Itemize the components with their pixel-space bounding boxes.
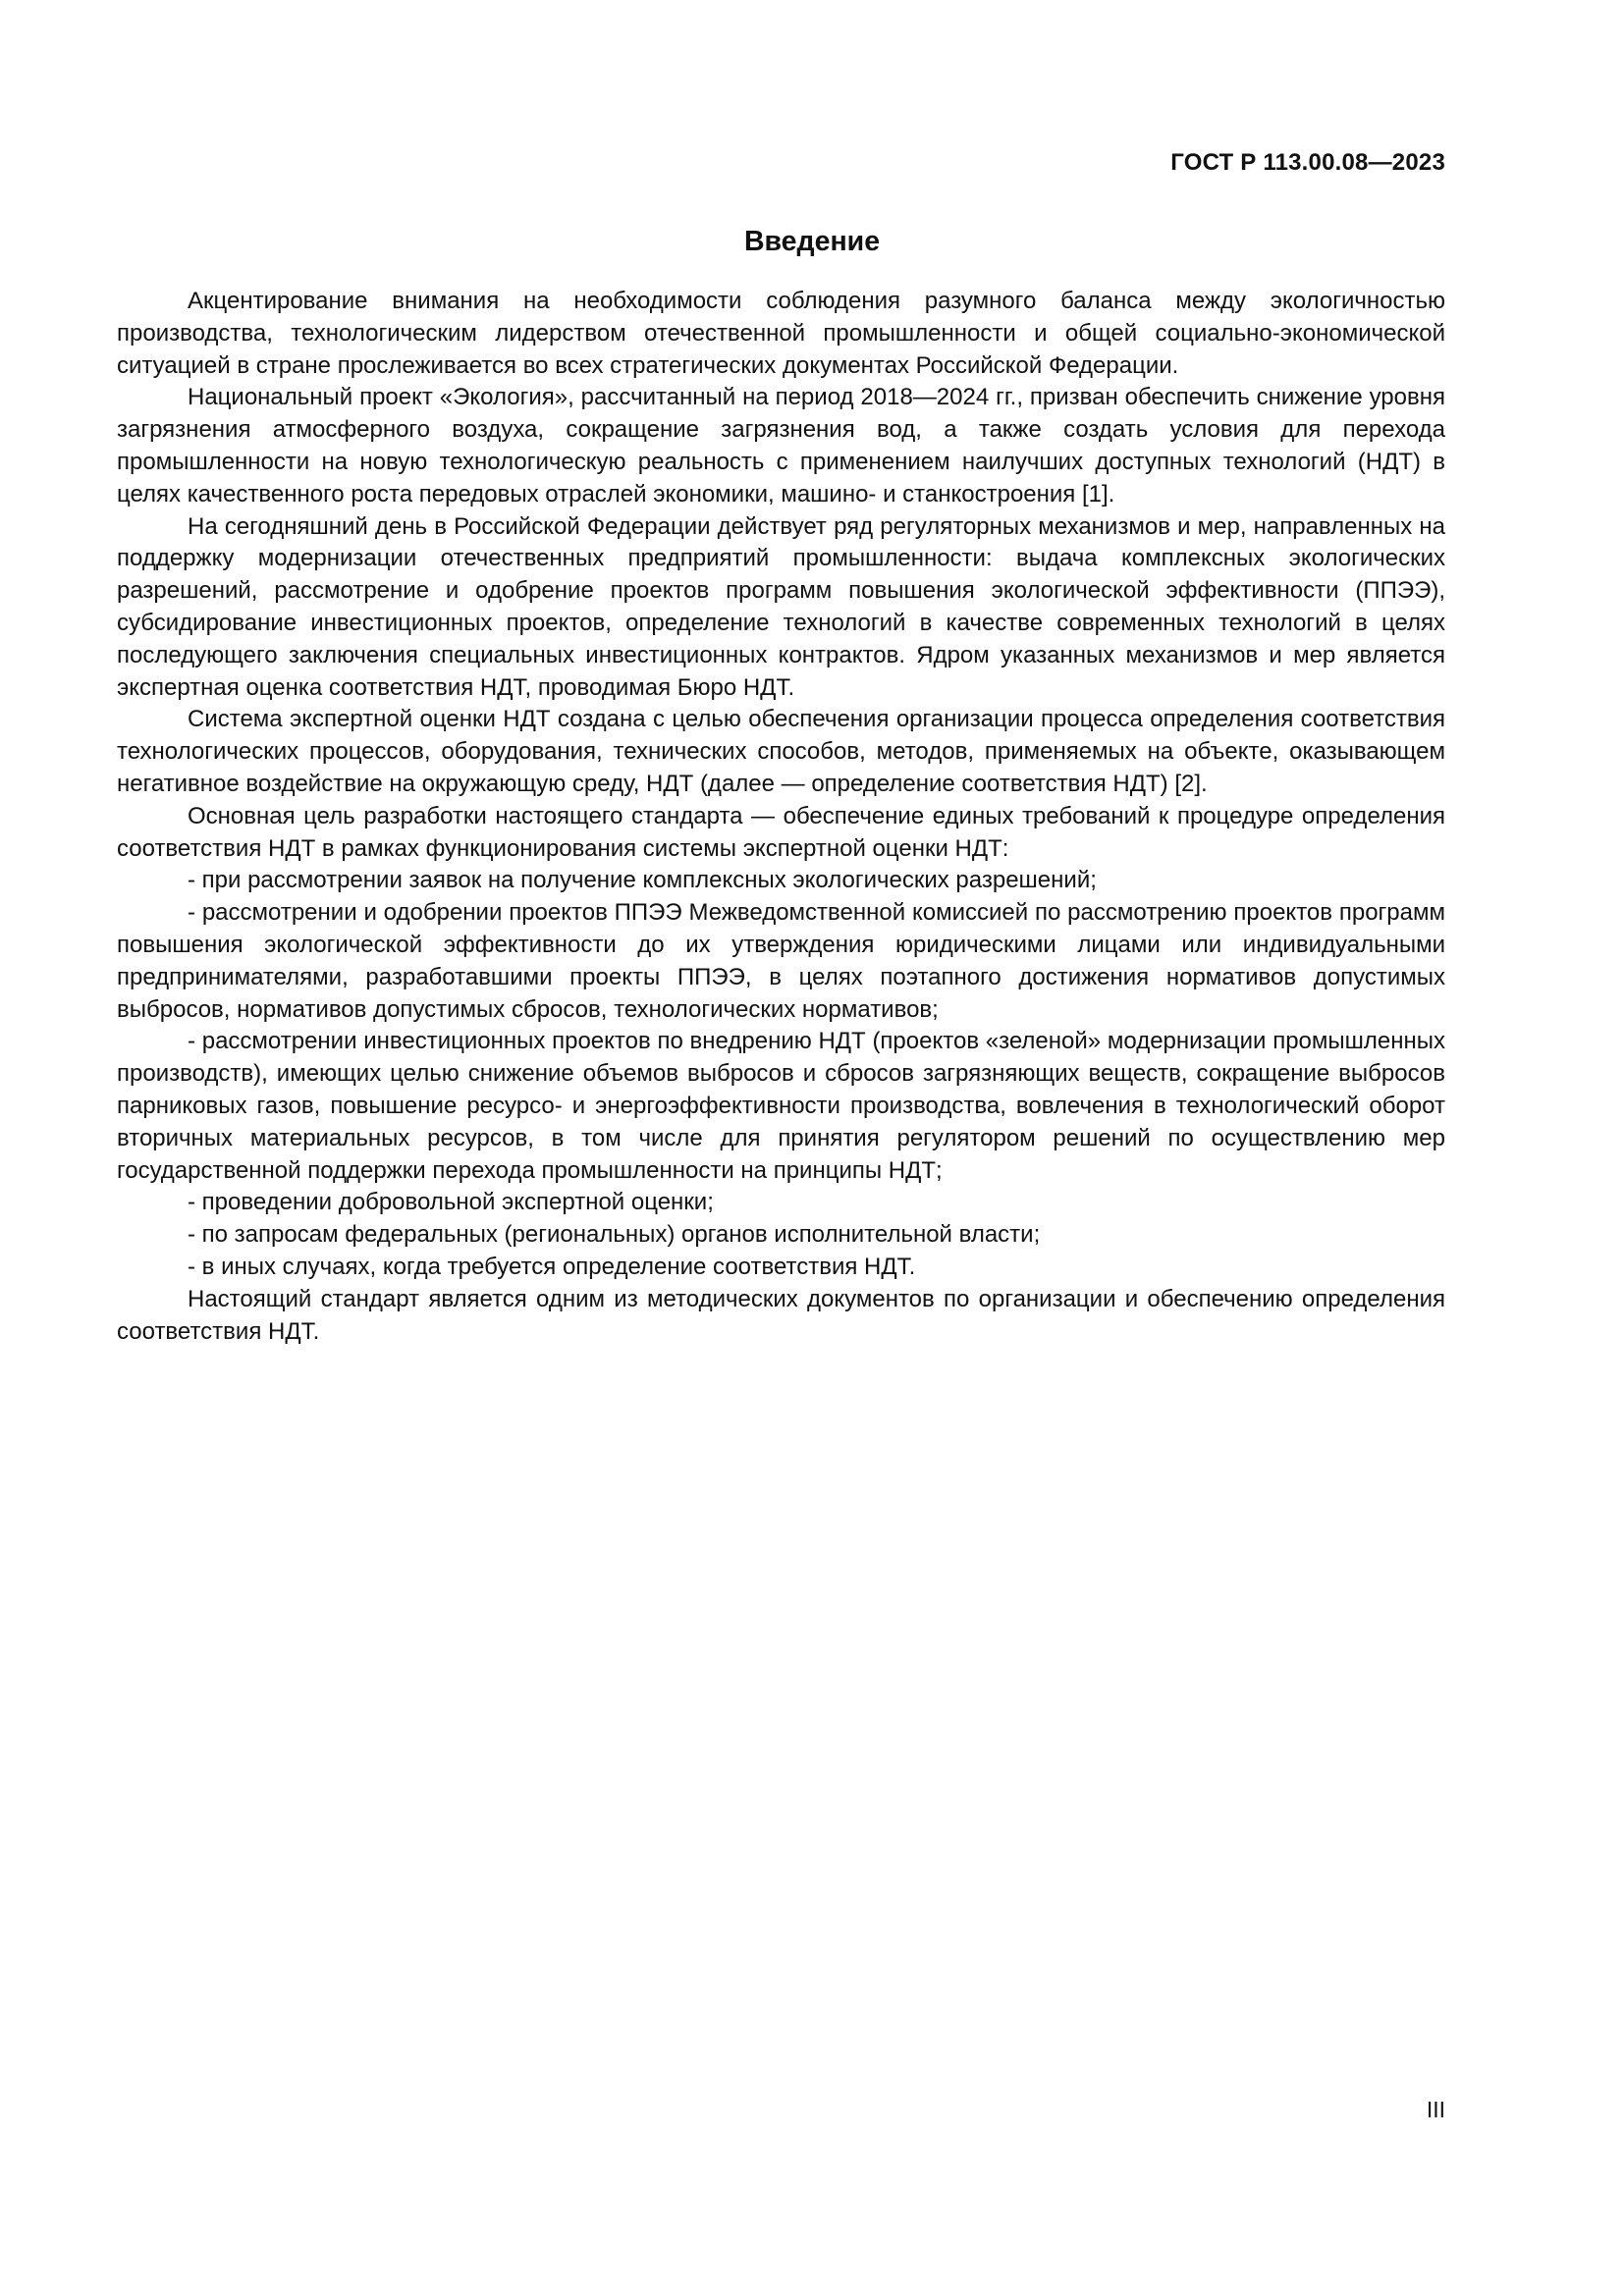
- list-item: - в иных случаях, когда требуется определение соответствия НДТ.: [188, 1253, 916, 1280]
- list-item: - рассмотрении и одобрении проектов ППЭЭ Межведомственной комиссией по рассмотрению проектов программ повышения экологической эффективности до их утверждения юридическими лицами или индивидуальными предпринимателями, разработавшими проекты ППЭЭ, в целях поэтапного достижения нормативов допустимых выбросов, нормативов допустимых сбросов, технологических нормативов;: [117, 899, 1445, 1023]
- paragraph: Национальный проект «Экология», рассчитанный на период 2018—2024 гг., призван обеспечить снижение уровня загрязнения атмосферного воздуха, сокращение загрязнения вод, а также создать условия для перехода промышленности на новую технологическую реальность с применением наилучших доступных технологий (НДТ) в целях качественного роста передовых отраслей экономики, машино- и станкостроения [1].: [117, 384, 1445, 507]
- paragraph: Основная цель разработки настоящего стандарта — обеспечение единых требований к процедуре определения соответствия НДТ в рамках функционирования системы экспертной оценки НДТ:: [117, 802, 1445, 862]
- list-item: - при рассмотрении заявок на получение комплексных экологических разрешений;: [188, 867, 1097, 894]
- paragraph: Настоящий стандарт является одним из методических документов по организации и обеспечению определения соответствия НДТ.: [117, 1285, 1445, 1345]
- body-text: [117, 286, 1445, 1348]
- paragraph: На сегодняшний день в Российской Федерации действует ряд регуляторных механизмов и мер, направленных на поддержку модернизации отечественных предприятий промышленности: выдача комплексных экологических разрешений, рассмотрение и одобрение проектов программ повышения экологической эффективности (ППЭЭ), субсидирование инвестиционных проектов, определение технологий в качестве современных технологий в целях последующего заключения специальных инвестиционных контрактов. Ядром указанных механизмов и мер является экспертная оценка соответствия НДТ, проводимая Бюро НДТ.: [117, 512, 1445, 701]
- list-item: - проведении добровольной экспертной оценки;: [188, 1189, 714, 1216]
- paragraph: Система экспертной оценки НДТ создана с целью обеспечения организации процесса определения соответствия технологических процессов, оборудования, технических способов, методов, применяемых на объекте, оказывающем негативное воздействие на окружающую среду, НДТ (далее — определение соответствия НДТ) [2].: [117, 706, 1445, 797]
- list-item: - по запросам федеральных (региональных) органов исполнительной власти;: [188, 1221, 1041, 1249]
- document-code: ГОСТ Р 113.00.08—2023: [1170, 149, 1445, 176]
- section-title: Введение: [743, 226, 881, 257]
- paragraph: Акцентирование внимания на необходимости соблюдения разумного баланса между экологичностью производства, технологическим лидерством отечественной промышленности и общей социально-экономической ситуацией в стране прослеживается во всех стратегических документах Российской Федерации.: [117, 288, 1445, 379]
- page-number: III: [1426, 2097, 1445, 2122]
- list-item: - рассмотрении инвестиционных проектов по внедрению НДТ (проектов «зеленой» модернизации промышленных производств), имеющих целью снижение объемов выбросов и сбросов загрязняющих веществ, сокращение выбросов парниковых газов, повышение ресурсо- и энергоэффективности производства, вовлечения в технологический оборот вторичных материальных ресурсов, в том числе для принятия регулятором решений по осуществлению мер государственной поддержки перехода промышленности на принципы НДТ;: [117, 1028, 1445, 1184]
